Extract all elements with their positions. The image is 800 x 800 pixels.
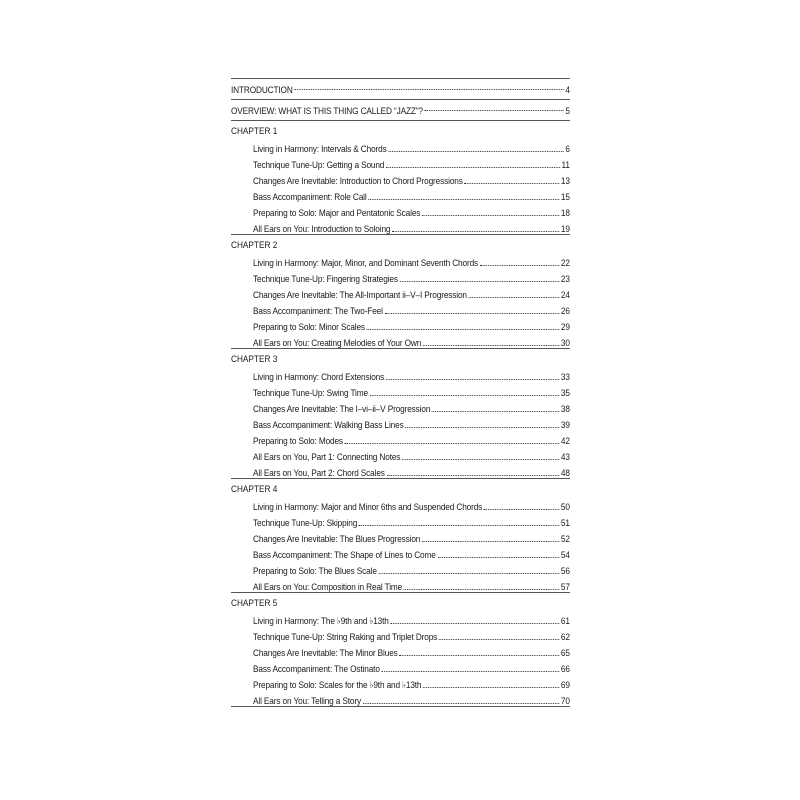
toc-entry: [231, 528, 570, 544]
chapter-entries: [231, 610, 570, 706]
toc-entry: [231, 382, 570, 398]
toc-entry-title: Technique Tune-Up: Getting a Sound: [253, 159, 385, 170]
toc-entry-title: Preparing to Solo: Major and Pentatonic Scales: [253, 207, 421, 218]
dot-leader: [367, 329, 559, 330]
toc-introduction-row: [231, 79, 570, 99]
toc-entry: [231, 316, 570, 332]
toc-entry-page-number: 48: [560, 467, 570, 478]
toc-entry-title: Technique Tune-Up: Swing Time: [253, 387, 368, 398]
dot-leader: [379, 573, 560, 574]
toc-entry-row: [253, 496, 570, 512]
toc-entry-row: [253, 528, 570, 544]
toc-entry-row: [253, 382, 570, 398]
dot-leader: [392, 231, 559, 232]
dot-leader: [359, 525, 559, 526]
dot-leader: [400, 281, 560, 282]
toc-entry: [231, 186, 570, 202]
chapter-section: [231, 479, 570, 592]
chapter-section: [231, 593, 570, 706]
toc-entry-row: [253, 446, 570, 462]
toc-entry-page-number: 56: [560, 565, 570, 576]
toc-entry-page-number: 70: [560, 695, 570, 706]
toc-entry: [231, 170, 570, 186]
toc-entry-title: Technique Tune-Up: Fingering Strategies: [253, 273, 398, 284]
toc-entry: [231, 512, 570, 528]
toc-entry: [231, 202, 570, 218]
toc-entry-title: Preparing to Solo: The Blues Scale: [253, 565, 377, 576]
dot-leader: [386, 379, 559, 380]
toc-entry-row: [253, 186, 570, 202]
toc-entry-page-number: 61: [560, 615, 570, 626]
toc-entry: [231, 430, 570, 446]
toc-entry-title: Bass Accompaniment: Role Call: [253, 191, 367, 202]
toc-entry-row: [253, 332, 570, 348]
dot-leader: [387, 475, 560, 476]
toc-entry-page-number: 15: [560, 191, 570, 202]
toc-entry: [231, 366, 570, 382]
dot-leader: [432, 411, 559, 412]
toc-entry: [231, 268, 570, 284]
toc-introduction-page-number: 4: [565, 83, 570, 95]
chapter-section: [231, 349, 570, 478]
toc-entry-title: Bass Accompaniment: The Ostinato: [253, 663, 380, 674]
toc-entry-title: All Ears on You: Composition in Real Time: [253, 581, 403, 592]
toc-entry-row: [253, 284, 570, 300]
toc-entry-page-number: 62: [560, 631, 570, 642]
toc-entry-row: [253, 398, 570, 414]
dot-leader: [469, 297, 559, 298]
toc-entry-title: Living in Harmony: The ♭9th and ♭13th: [253, 615, 389, 626]
toc-entry-row: [253, 218, 570, 234]
toc-entry-title: Bass Accompaniment: The Two-Feel: [253, 305, 383, 316]
toc-entry-title: Changes Are Inevitable: Introduction to Chord Progressions: [253, 175, 463, 186]
chapter-entries: [231, 138, 570, 234]
toc-entry-title: All Ears on You: Telling a Story: [253, 695, 361, 706]
toc-entry: [231, 300, 570, 316]
toc-entry-row: [253, 462, 570, 478]
toc-entry-row: [253, 316, 570, 332]
toc-entry-row: [253, 512, 570, 528]
toc-entry-title: Living in Harmony: Major, Minor, and Dominant Seventh Chords: [253, 257, 479, 268]
toc-entry: [231, 398, 570, 414]
toc-entry-page-number: 29: [560, 321, 570, 332]
toc-entry-page-number: 18: [560, 207, 570, 218]
toc-entry-page-number: 50: [560, 501, 570, 512]
dot-leader: [422, 215, 559, 216]
dot-leader: [423, 687, 559, 688]
toc-entry: [231, 674, 570, 690]
dot-leader: [385, 313, 560, 314]
toc-entry-page-number: 22: [560, 257, 570, 268]
toc-entry-title: All Ears on You: Creating Melodies of Your Own: [253, 337, 422, 348]
dot-leader: [370, 395, 559, 396]
toc-overview-title: OVERVIEW: WHAT IS THIS THING CALLED “JAZZ”?: [231, 104, 423, 116]
toc-entry-page-number: 11: [561, 159, 570, 170]
toc-entry-title: Bass Accompaniment: The Shape of Lines to Come: [253, 549, 436, 560]
toc-entry-page-number: 24: [560, 289, 570, 300]
toc-entry-title: All Ears on You: Introduction to Soloing: [253, 223, 391, 234]
toc-entry-row: [253, 626, 570, 642]
toc-entry-row: [253, 658, 570, 674]
dot-leader: [382, 671, 560, 672]
toc-entry: [231, 218, 570, 234]
toc-entry-row: [253, 560, 570, 576]
toc-entry-page-number: 35: [560, 387, 570, 398]
toc-entry-page-number: 65: [560, 647, 570, 658]
dot-leader: [439, 639, 559, 640]
toc-entry: [231, 462, 570, 478]
toc-entry-row: [253, 690, 570, 706]
toc-entry-title: Preparing to Solo: Scales for the ♭9th and ♭13th: [253, 679, 422, 690]
dot-leader: [368, 199, 559, 200]
toc-entry-title: Changes Are Inevitable: The Minor Blues: [253, 647, 398, 658]
toc-entry: [231, 690, 570, 706]
toc-entry: [231, 576, 570, 592]
table-of-contents: [231, 78, 570, 707]
toc-entry-title: Changes Are Inevitable: The Blues Progression: [253, 533, 421, 544]
toc-entry-page-number: 30: [560, 337, 570, 348]
toc-entry-title: Living in Harmony: Intervals & Chords: [253, 143, 387, 154]
toc-introduction-title: INTRODUCTION: [231, 83, 293, 95]
toc-entry-page-number: 38: [560, 403, 570, 414]
dot-leader: [399, 655, 559, 656]
toc-entry: [231, 284, 570, 300]
toc-entry-row: [253, 300, 570, 316]
toc-entry-row: [253, 576, 570, 592]
dot-leader: [402, 459, 559, 460]
toc-entry-page-number: 43: [560, 451, 570, 462]
toc-entry-page-number: 23: [560, 273, 570, 284]
toc-entry-page-number: 6: [565, 143, 570, 154]
chapter-section: [231, 121, 570, 234]
toc-entry: [231, 446, 570, 462]
toc-entry: [231, 414, 570, 430]
toc-entry-row: [253, 170, 570, 186]
toc-entry: [231, 560, 570, 576]
chapter-heading: CHAPTER 2: [231, 239, 278, 250]
chapter-entries: [231, 496, 570, 592]
toc-entry-page-number: 66: [560, 663, 570, 674]
toc-entry: [231, 642, 570, 658]
chapter-entries: [231, 366, 570, 478]
toc-entry-title: All Ears on You, Part 1: Connecting Notes: [253, 451, 401, 462]
toc-entry-title: Bass Accompaniment: Walking Bass Lines: [253, 419, 404, 430]
toc-entry-page-number: 13: [560, 175, 570, 186]
toc-entry-title: Preparing to Solo: Modes: [253, 435, 343, 446]
toc-entry: [231, 544, 570, 560]
toc-entry: [231, 610, 570, 626]
toc-entry-title: Living in Harmony: Major and Minor 6ths and Suspended Chords: [253, 501, 483, 512]
toc-entry-title: Preparing to Solo: Minor Scales: [253, 321, 365, 332]
toc-entry-title: Technique Tune-Up: Skipping: [253, 517, 358, 528]
dot-leader: [294, 89, 563, 90]
toc-entry: [231, 496, 570, 512]
toc-entry: [231, 252, 570, 268]
toc-entry: [231, 332, 570, 348]
toc-entry-row: [253, 138, 570, 154]
dot-leader: [437, 557, 559, 558]
toc-entry-page-number: 52: [560, 533, 570, 544]
toc-entry-page-number: 33: [560, 371, 570, 382]
toc-entry-page-number: 51: [560, 517, 570, 528]
dot-leader: [363, 703, 559, 704]
toc-entry: [231, 154, 570, 170]
chapter-heading: CHAPTER 5: [231, 597, 278, 608]
dot-leader: [345, 443, 559, 444]
toc-entry-row: [253, 268, 570, 284]
dot-leader: [480, 265, 559, 266]
dot-leader: [422, 541, 559, 542]
dot-leader: [425, 110, 564, 111]
toc-entry-title: Living in Harmony: Chord Extensions: [253, 371, 385, 382]
toc-entry-page-number: 42: [560, 435, 570, 446]
toc-entry-page-number: 19: [560, 223, 570, 234]
toc-entry-title: Changes Are Inevitable: The All-Important ii–V–I Progression: [253, 289, 467, 300]
toc-entry-row: [253, 366, 570, 382]
toc-entry: [231, 658, 570, 674]
dot-leader: [464, 183, 559, 184]
dot-leader: [484, 509, 559, 510]
chapter-heading: CHAPTER 3: [231, 353, 278, 364]
chapter-heading: CHAPTER 4: [231, 483, 278, 494]
toc-entry-row: [253, 252, 570, 268]
toc-entry-row: [253, 202, 570, 218]
toc-entry-row: [253, 674, 570, 690]
chapter-heading: CHAPTER 1: [231, 125, 278, 136]
toc-entry-row: [253, 544, 570, 560]
dot-leader: [388, 151, 563, 152]
divider: [231, 706, 570, 707]
toc-entry-page-number: 57: [560, 581, 570, 592]
toc-entry-page-number: 39: [560, 419, 570, 430]
toc-entry: [231, 138, 570, 154]
toc-entry-page-number: 26: [560, 305, 570, 316]
toc-entry-page-number: 69: [560, 679, 570, 690]
toc-entry: [231, 626, 570, 642]
chapter-entries: [231, 252, 570, 348]
dot-leader: [405, 427, 559, 428]
toc-overview-page-number: 5: [565, 104, 570, 116]
dot-leader: [386, 167, 560, 168]
toc-overview-row: [231, 100, 570, 120]
chapter-section: [231, 235, 570, 348]
toc-entry-row: [253, 430, 570, 446]
toc-entry-row: [253, 642, 570, 658]
toc-entry-row: [253, 414, 570, 430]
dot-leader: [404, 589, 559, 590]
toc-entry-row: [253, 154, 570, 170]
dot-leader: [423, 345, 559, 346]
toc-entry-title: Technique Tune-Up: String Raking and Triplet Drops: [253, 631, 438, 642]
toc-entry-title: All Ears on You, Part 2: Chord Scales: [253, 467, 385, 478]
toc-entry-row: [253, 610, 570, 626]
dot-leader: [391, 623, 560, 624]
toc-entry-title: Changes Are Inevitable: The I–vi–ii–V Progression: [253, 403, 431, 414]
toc-entry-page-number: 54: [560, 549, 570, 560]
